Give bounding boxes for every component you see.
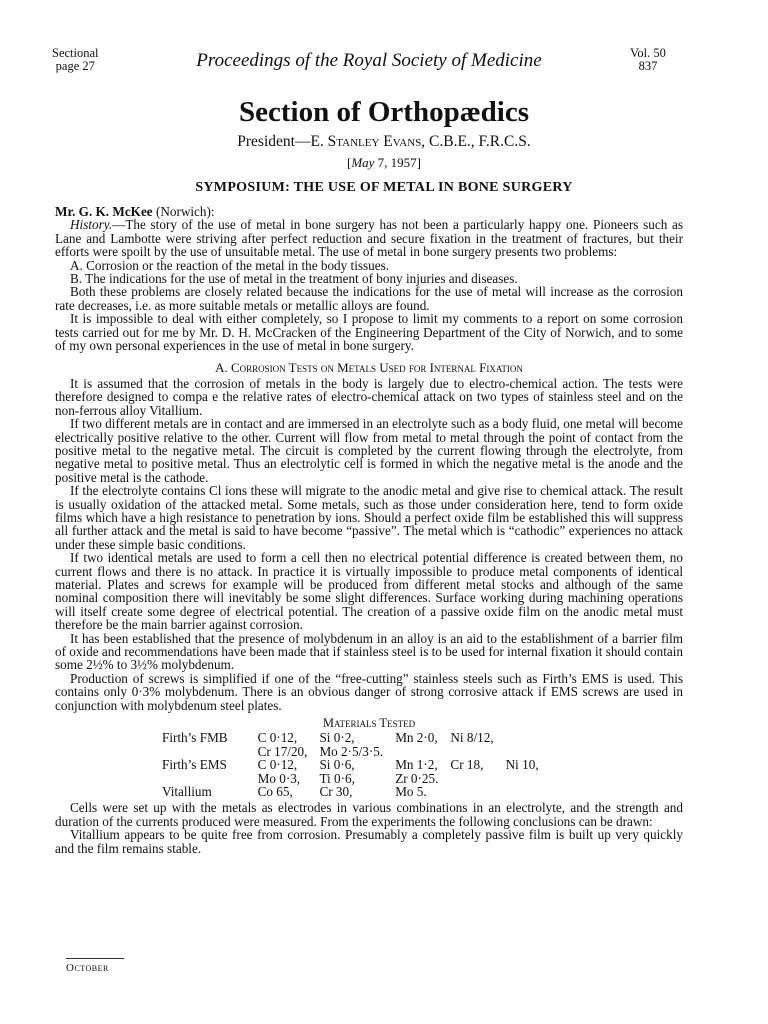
table-cell: Zr 0·25. [395,770,439,786]
section-a-paragraph: If two identical metals are used to form a cell then no electrical potential difference is created between them, no current flows and there is no attack. In practice it is virtually impossible to produce metal components of identical material. Plates and screws for example will be produced from different metal stocks and although of the same nominal composition there will inevitably be some slight differences. Surface working during machining operations will itself create some degree of electrical potential. The creation of a passive oxide film on the anodic metal must therefore be the main barrier against corrosion. [55,550,683,633]
table-cell [506,731,551,744]
history-paragraph [55,218,683,258]
table-cell [450,785,505,798]
volume-number: Vol. 50 [630,46,666,60]
volume-label [630,47,666,73]
problem-b: B. The indications for the use of metal in the treatment of bony injuries and diseases. [70,271,518,287]
table-cell: Ni 8/12, [450,730,494,746]
footer-month: October [66,962,109,974]
sectional-label: Sectional [52,46,99,60]
table-cell: Ni 10, [505,757,539,773]
table-cell: Cr 17/20, [257,743,308,759]
table-row [162,731,551,744]
table-cell: Mo 0·3, [257,770,301,786]
section-a-paragraph: It is assumed that the corrosion of metals in the body is largely due to electro-chemical action. The tests were therefore designed to compa e the relative rates of electro-chemical attack on two types of stainless steel and on the non-ferrous alloy Vitallium. [55,375,683,418]
table-cell: Mn 1·2, [395,757,438,773]
section-a-heading: A. Corrosion Tests on Metals Used for Internal Fixation [215,360,523,376]
president-prefix: President—E. [237,133,328,150]
table-cell [395,745,450,758]
section-a-paragraph: If two different metals are in contact and are immersed in an electrolyte such as a body fluid, one metal will become electrically positive relative to the other. Current will flow from metal to metal through the point of contact from the positive metal to the negative metal. The circuit is completed by the current flowing through the electrolyte, from negative metal to positive metal. Thus an electrolytic cell is formed in which the negative metal is the anode and the positive metal is the cathode. [55,416,683,485]
president-line [0,133,768,151]
table-cell [162,772,258,785]
section-title: Section of Orthopædics [239,96,529,128]
table-cell: Co 65, [257,784,293,800]
section-a-paragraph: If the electrolyte contains Cl ions these will migrate to the anodic metal and give rise to chemical attack. The result is usually oxidation of the attacked metal. Some metals, such as those under consideration here, tend to form oxide films which have a high resistance to penetration by ions. Should a perfect oxide film be established this will suppress all further attack and the metal is said to have become “passive”. The metal which is “cathodic” experiences no attack under these simple basic conditions. [55,483,683,552]
section-a-paragraph: It has been established that the presence of molybdenum in an alloy is an aid to the establishment of a barrier film of oxide and recommendations have been made that if stainless steel is to be used for internal fixation it should contain some 2½% to 3½% molybdenum. [55,630,683,673]
problem-a: A. Corrosion or the reaction of the metal in the body tissues. [70,257,389,273]
intro-paragraph-2: Both these problems are closely related because the indications for the use of metal will increase as the corrosion rate decreases, i.e. as more suitable metals or metallic alloys are found. [55,284,683,313]
table-cell: Mo 2·5/3·5. [319,743,384,759]
author-location: (Norwich): [152,204,215,219]
sectional-page-label [52,47,99,73]
history-text: —The story of the use of metal in bone surgery has not been a particularly happy one. Pioneers such as Lane and Lambotte were striving after perfect reduction and secure fixation in the treatment of fractures, but their efforts were spoilt by the use of unsuitable metal. The use of metal in bone surgery presents two problems: [55,217,683,260]
table-cell: Firth’s FMB [162,730,228,746]
table-row [162,745,551,758]
journal-page-number: 837 [638,59,658,73]
table-cell [506,785,551,798]
table-row [162,772,551,785]
table-cell: C 0·12, [257,730,298,746]
table-cell: Vitallium [162,784,212,800]
materials-table [162,731,551,798]
table-cell [450,745,505,758]
table-cell: Cr 30, [319,784,353,800]
president-suffix: , C.B.E., F.R.C.S. [421,133,531,150]
president-name: Stanley Evans [327,133,422,150]
table-cell [450,772,505,785]
table-cell: Mo 5. [395,784,427,800]
table-cell: Cr 18, [450,757,484,773]
materials-table-title: Materials Tested [322,716,416,731]
intro-paragraph-3: It is impossible to deal with either completely, so I propose to limit my comments to a report on some corrosion tests carried out for me by Mr. D. H. McCracken of the Engineering Department of the City of Norwich, and to some of my own personal experiences in the use of metal in bone surgery. [55,311,683,354]
table-cell: Ti 0·6, [319,770,355,786]
meeting-date [0,155,768,171]
author-line [55,205,683,218]
table-cell [162,745,258,758]
table-cell: Firth’s EMS [162,757,227,773]
table-cell [506,772,551,785]
date-month: May [351,155,375,170]
journal-title: Proceedings of the Royal Society of Medicine [196,50,542,71]
table-cell: Si 0·6, [319,757,355,773]
table-cell: Mn 2·0, [395,730,438,746]
article-body [55,205,683,855]
table-cell: C 0·12, [257,757,298,773]
closing-paragraph-1: Cells were set up with the metals as electrodes in various combinations in an electrolyte, and the strength and duration of the currents produced were measured. From the experiments the following conclusions can be drawn: [55,800,683,829]
date-rest: 7, 1957] [374,155,422,170]
footer-rule [66,958,124,959]
closing-paragraph-2: Vitallium appears to be quite free from corrosion. Presumably a completely passive film is built up very quickly and the film remains stable. [55,827,683,856]
sectional-page-number: page 27 [55,59,95,73]
table-cell: Si 0·2, [319,730,355,746]
date-bracket: [ [346,155,352,170]
symposium-title: SYMPOSIUM: THE USE OF METAL IN BONE SURGERY [195,180,573,195]
author-name: Mr. G. K. McKee [55,204,153,219]
table-row [162,758,551,771]
table-cell [506,745,551,758]
section-a-paragraph: Production of screws is simplified if one of the “free-cutting” stainless steels such as Firth’s EMS is used. This contains only 0·3% molybdenum. There is an obvious danger of strong corrosive attack if EMS screws are used in conjunction with molybdenum steel plates. [55,670,683,713]
table-row [162,785,551,798]
history-label: History. [70,217,113,233]
